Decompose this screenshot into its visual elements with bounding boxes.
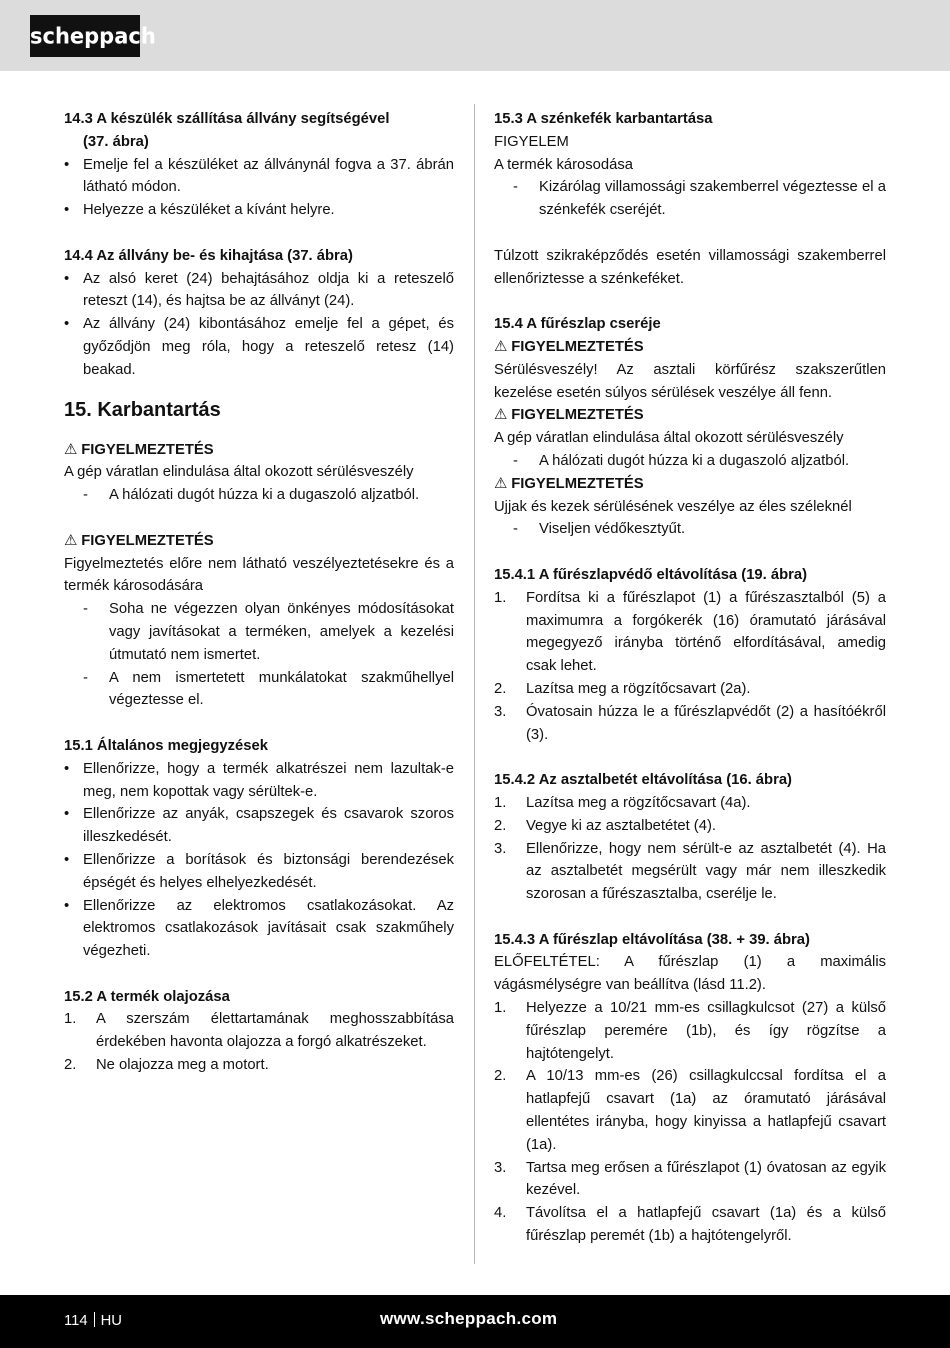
bullet-item: • Ellenőrizze az anyák, csapszegek és csavarok szoros illeszkedését. <box>64 803 454 849</box>
warning-text: Sérülésveszély! Az asztali körfűrész szakszerűtlen kezelése esetén súlyos sérülések veszélye áll fenn. <box>494 361 886 401</box>
warning-text: Ujjak és kezek sérülésének veszélye az éles széleknél <box>494 498 852 515</box>
website-link[interactable]: www.scheppach.com <box>380 1309 558 1328</box>
dash-item: - A hálózati dugót húzza ki a dugaszoló aljzatból. <box>64 484 454 507</box>
bullet-item: • Az alsó keret (24) behajtásához oldja ki a reteszelő reteszt (14), és hajtsa be az állványt (24). <box>64 268 454 314</box>
right-column <box>494 108 886 1248</box>
numbered-item: 2. Ne olajozza meg a motort. <box>64 1057 269 1074</box>
warning-heading: ⚠ FIGYELMEZTETÉS <box>64 532 214 549</box>
precondition-text: ELŐFELTÉTEL: A fűrészlap (1) a maximális vágásmélységre van beállítva (lásd 11.2). <box>494 954 886 994</box>
warning-triangle-icon: ⚠ <box>64 441 78 458</box>
numbered-item: 2. Lazítsa meg a rögzítőcsavart (2a). <box>494 680 751 697</box>
numbered-item: 2. Vegye ki az asztalbetétet (4). <box>494 817 716 834</box>
warning-text: A gép váratlan elindulása által okozott sérülésveszély <box>494 430 844 447</box>
section-15-4-2-title: 15.4.2 Az asztalbetét eltávolítása (16. ábra) <box>494 772 792 789</box>
warning-heading: ⚠ FIGYELMEZTETÉS <box>494 407 644 424</box>
section-14-3-title: 14.3 A készülék szállítása állvány segítségével <box>64 111 390 127</box>
warning-triangle-icon: ⚠ <box>64 532 78 549</box>
dash-item: - A nem ismertetett munkálatokat szakműhellyel végeztesse el. <box>64 667 454 713</box>
warning-triangle-icon: ⚠ <box>494 338 508 355</box>
page-number: 114 HU <box>64 1313 122 1329</box>
numbered-item: 1. Lazítsa meg a rögzítőcsavart (4a). <box>494 794 751 811</box>
section-15-4-3-title: 15.4.3 A fűrészlap eltávolítása (38. + 39. ábra) <box>494 931 810 948</box>
numbered-item: 4. Távolítsa el a hatlapfejű csavart (1a) és a külső fűrészlap peremét (1b) a hajtótengelyről. <box>494 1205 886 1245</box>
section-14-4-title: 14.4 Az állvány be- és kihajtása (37. ábra) <box>64 247 353 264</box>
numbered-item: 1. Fordítsa ki a fűrészlapot (1) a fűrészasztalból (5) a maximumra a forgókerék (16) óramutató járásával megegyező irányba történő elfordításával, amedig csak lehet. <box>494 589 886 675</box>
warning-text: A gép váratlan elindulása által okozott sérülésveszély <box>64 464 414 481</box>
notice-text: A termék károsodása <box>494 156 633 173</box>
warning-triangle-icon: ⚠ <box>494 475 508 492</box>
bullet-item: • Ellenőrizze a borítások és biztonsági berendezések épségét és helyes elhelyezkedését. <box>64 849 454 895</box>
bullet-item: • Ellenőrizze, hogy a termék alkatrészei nem lazultak-e meg, nem kopottak vagy sérültek-e. <box>64 758 454 804</box>
dash-item: - Viseljen védőkesztyűt. <box>494 518 886 541</box>
numbered-item: 1. Helyezze a 10/21 mm-es csillagkulcsot (27) a külső fűrészlap peremére (1b), és így rögzítse a hajtótengelyt. <box>494 1000 886 1062</box>
numbered-item: 2. A 10/13 mm-es (26) csillagkulccsal fordítsa el a hatlapfejű csavart (1a) az óramutató járásával ellentétes irányba, hogy kinyissa a hatlapfejű csavart (1a). <box>494 1068 886 1153</box>
column-divider <box>474 104 475 1264</box>
section-15-3-title: 15.3 A szénkefék karbantartása <box>494 111 713 127</box>
warning-heading: ⚠ FIGYELMEZTETÉS <box>494 475 644 492</box>
warning-triangle-icon: ⚠ <box>494 407 508 424</box>
bullet-item: • Az állvány (24) kibontásához emelje fel a gépet, és győződjön meg róla, hogy a reteszelő retesz (14) beakad. <box>64 313 454 381</box>
left-column <box>64 108 454 1077</box>
numbered-item: 3. Ellenőrizze, hogy nem sérült-e az asztalbetét (4). Ha az asztalbetét megsérült vagy már nem illeszkedik szorosan a fűrészasztalba, cserélje le. <box>494 840 886 903</box>
page-footer <box>0 1295 950 1348</box>
brand-logo: scheppach <box>30 15 140 57</box>
numbered-item: 3. Tartsa meg erősen a fűrészlapot (1) óvatosan az egyik kezével. <box>494 1159 886 1199</box>
notice-label: FIGYELEM <box>494 133 569 150</box>
section-15-1-title: 15.1 Általános megjegyzések <box>64 737 268 754</box>
dash-item: - Kizárólag villamossági szakemberrel végeztesse el a szénkefék cseréjét. <box>494 176 886 222</box>
warning-heading: ⚠ FIGYELMEZTETÉS <box>64 441 214 458</box>
paragraph: Túlzott szikraképződés esetén villamossági szakemberrel ellenőriztesse a szénkeféket. <box>494 247 886 287</box>
section-15-4-title: 15.4 A fűrészlap cseréje <box>494 316 661 333</box>
footer-separator <box>94 1312 95 1327</box>
numbered-item: 1. A szerszám élettartamának meghosszabbítása érdekében havonta olajozza a forgó alkatrészeket. <box>64 1011 454 1051</box>
chapter-15-title: 15. Karbantartás <box>64 398 221 421</box>
section-15-4-1-title: 15.4.1 A fűrészlapvédő eltávolítása (19. ábra) <box>494 566 808 583</box>
section-15-2-title: 15.2 A termék olajozása <box>64 988 230 1005</box>
warning-heading: ⚠ FIGYELMEZTETÉS <box>494 338 644 355</box>
dash-item: - Soha ne végezzen olyan önkényes módosításokat vagy javításokat a terméken, amelyek a kezelési útmutató nem ismertet. <box>64 598 454 666</box>
section-14-3-title-cont: (37. ábra) <box>83 133 149 150</box>
bullet-item: • Helyezze a készüléket a kívánt helyre. <box>64 199 454 222</box>
warning-text: Figyelmeztetés előre nem látható veszélyeztetésekre és a termék károsodására <box>64 555 454 595</box>
bullet-item: • Ellenőrizze az elektromos csatlakozásokat. Az elektromos csatlakozások javításait csak szakműhely végezheti. <box>64 895 454 963</box>
dash-item: - A hálózati dugót húzza ki a dugaszoló aljzatból. <box>494 450 886 473</box>
language-code: HU <box>100 1313 122 1329</box>
page-header <box>0 0 950 71</box>
bullet-item: • Emelje fel a készüléket az állványnál fogva a 37. ábrán látható módon. <box>64 154 454 200</box>
numbered-item: 3. Óvatosain húzza le a fűrészlapvédőt (2) a hasítóékről (3). <box>494 703 886 743</box>
